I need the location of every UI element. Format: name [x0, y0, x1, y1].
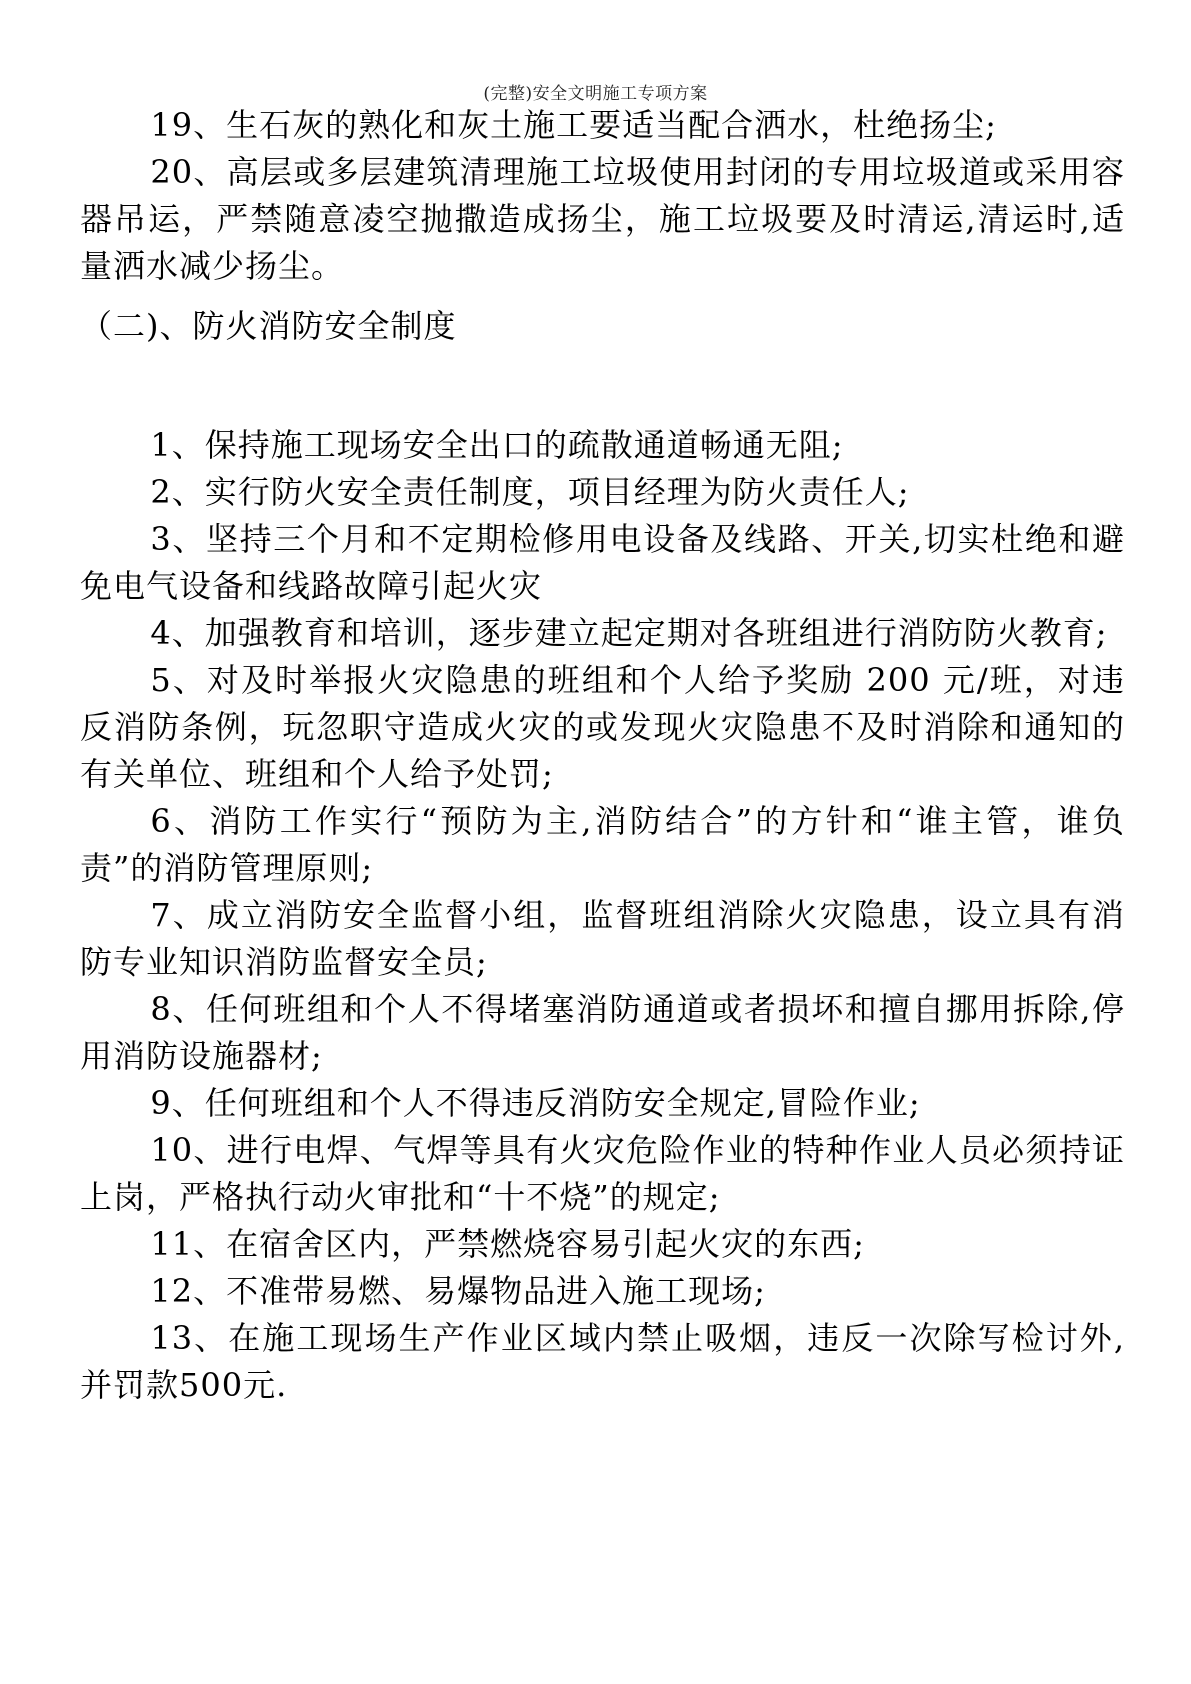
list-item-6: 6、消防工作实行“预防为主,消防结合”的方针和“谁主管，谁负责”的消防管理原则;	[80, 802, 1125, 887]
list-item-8: 8、任何班组和个人不得堵塞消防通道或者损坏和擅自挪用拆除,停用消防设施器材;	[80, 990, 1125, 1075]
document-body	[80, 102, 1125, 1409]
running-header: (完整)安全文明施工专项方案	[483, 84, 708, 104]
list-item-5: 5、对及时举报火灾隐患的班组和个人给予奖励 200 元/班，对违反消防条例，玩忽职守造成火灾的或发现火灾隐患不及时消除和通知的有关单位、班组和个人给予处罚;	[80, 661, 1125, 793]
list-item-9: 9、任何班组和个人不得违反消防安全规定,冒险作业;	[150, 1084, 921, 1122]
paragraph-20: 20、高层或多层建筑清理施工垃圾使用封闭的专用垃圾道或采用容器吊运，严禁随意凌空抛撒造成扬尘，施工垃圾要及时清运,清运时,适量洒水减少扬尘。	[80, 153, 1125, 285]
list-item-12: 12、不准带易燃、易爆物品进入施工现场;	[150, 1272, 766, 1310]
list-item-7: 7、成立消防安全监督小组，监督班组消除火灾隐患，设立具有消防专业知识消防监督安全员;	[80, 896, 1125, 981]
list-item-13: 13、在施工现场生产作业区域内禁止吸烟，违反一次除写检讨外,并罚款500元.	[80, 1319, 1125, 1404]
list-item-4: 4、加强教育和培训，逐步建立起定期对各班组进行消防防火教育;	[150, 614, 1108, 652]
list-item-10: 10、进行电焊、气焊等具有火灾危险作业的特种作业人员必须持证上岗，严格执行动火审批和“十不烧”的规定;	[80, 1131, 1125, 1216]
section-heading: （二)、防火消防安全制度	[80, 307, 457, 345]
list-item-3: 3、坚持三个月和不定期检修用电设备及线路、开关,切实杜绝和避免电气设备和线路故障引起火灾	[80, 520, 1125, 605]
list-item-11: 11、在宿舍区内，严禁燃烧容易引起火灾的东西;	[150, 1225, 865, 1263]
paragraph-19: 19、生石灰的熟化和灰土施工要适当配合洒水，杜绝扬尘;	[150, 106, 997, 144]
list-item-1: 1、保持施工现场安全出口的疏散通道畅通无阻;	[150, 426, 844, 464]
list-item-2: 2、实行防火安全责任制度，项目经理为防火责任人;	[150, 473, 910, 511]
